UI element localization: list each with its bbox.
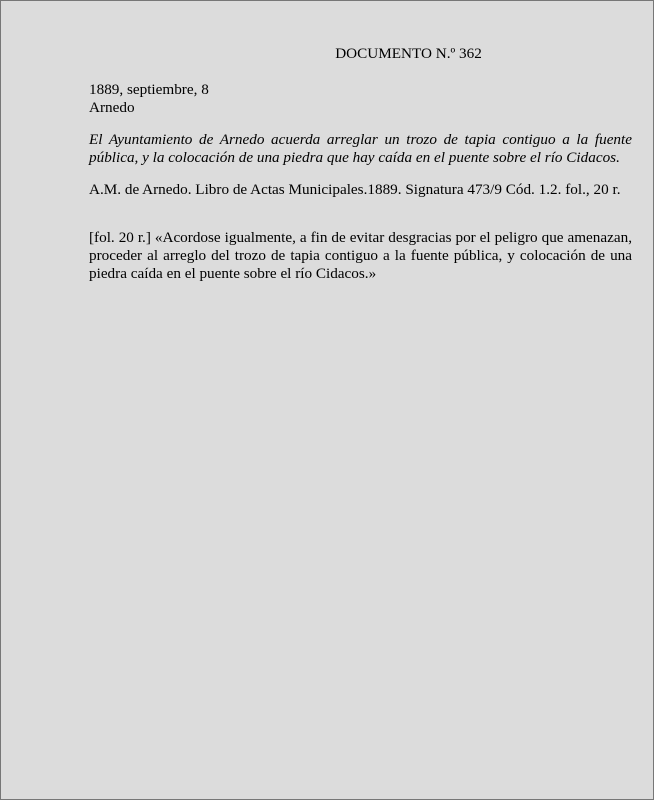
document-meta (89, 81, 632, 117)
document-content (89, 45, 632, 283)
document-summary: El Ayuntamiento de Arnedo acuerda arreglar un trozo de tapia contiguo a la fuente pública, y la colocación de una piedra que hay caída en el puente sobre el río Cidacos. (89, 131, 632, 166)
document-source: A.M. de Arnedo. Libro de Actas Municipales.1889. Signatura 473/9 Cód. 1.2. fol., 20 r. (89, 181, 621, 198)
document-place: Arnedo (89, 99, 135, 116)
document-title: DOCUMENTO N.º 362 (335, 45, 482, 62)
document-date: 1889, septiembre, 8 (89, 81, 209, 98)
document-transcription: [fol. 20 r.] «Acordose igualmente, a fin de evitar desgracias por el peligro que amenazan, proceder al arreglo del trozo de tapia contiguo a la fuente pública, y colocación de una piedra caída en el puente sobre el río Cidacos.» (89, 229, 632, 282)
